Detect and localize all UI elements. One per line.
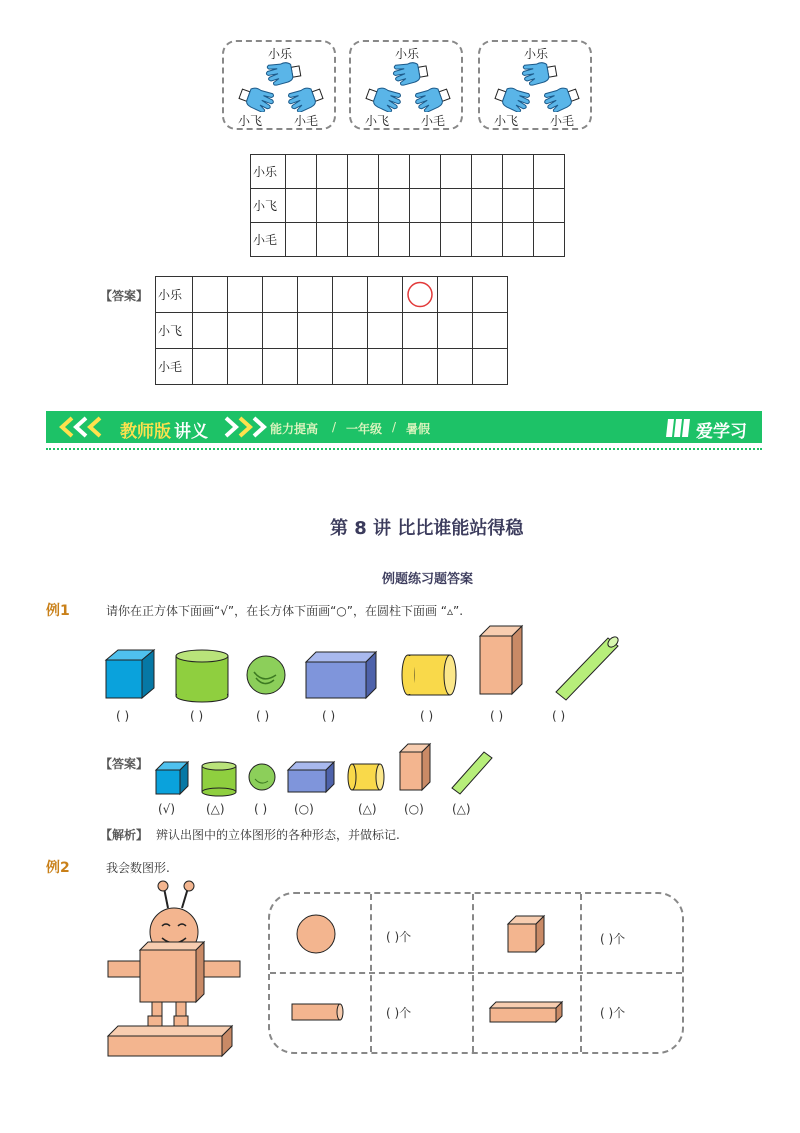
- answer-mark: (√): [158, 802, 176, 816]
- brand-name: 爱学习: [696, 422, 747, 442]
- row-label: 小乐: [251, 155, 286, 189]
- grid-cell[interactable]: [286, 223, 317, 257]
- name-left: 小飞: [494, 114, 519, 128]
- analysis-tag: 【解析】: [100, 828, 149, 842]
- cylinder-shape-rod: [556, 635, 620, 700]
- hand-icon: [284, 86, 324, 112]
- table-row: [156, 313, 508, 349]
- grid-cell[interactable]: [298, 349, 333, 385]
- hand-card: [478, 40, 592, 130]
- lesson-subtitle: 例题练习题答案: [382, 572, 474, 587]
- count-blank-4[interactable]: ( )个: [600, 1006, 626, 1020]
- grid-cell[interactable]: [193, 277, 228, 313]
- cuboid-shape-tall: [480, 626, 522, 694]
- row-label: 小飞: [251, 189, 286, 223]
- answer-blank[interactable]: ( ): [552, 709, 566, 723]
- cylinder-shape-green: [176, 650, 228, 702]
- example-2-question: 我会数图形.: [106, 861, 170, 875]
- cube-shape-orange: [508, 924, 536, 952]
- crumb-2: 一年级: [346, 422, 383, 436]
- grid-cell[interactable]: [403, 277, 438, 313]
- grid-cell[interactable]: [503, 155, 534, 189]
- table-row: [251, 155, 565, 189]
- crumb-3: 暑假: [406, 422, 431, 436]
- grid-cell[interactable]: [410, 223, 441, 257]
- answer-blank[interactable]: ( ): [116, 709, 130, 723]
- hand-card: [222, 40, 336, 130]
- header-banner: [46, 411, 762, 443]
- grid-cell[interactable]: [534, 223, 565, 257]
- grid-cell[interactable]: [534, 189, 565, 223]
- grid-cell[interactable]: [410, 189, 441, 223]
- answer-mark: (△): [452, 802, 471, 816]
- grid-cell[interactable]: [379, 155, 410, 189]
- name-right: 小毛: [550, 114, 575, 128]
- grid-cell[interactable]: [333, 277, 368, 313]
- grid-cell[interactable]: [333, 349, 368, 385]
- answer-table: [155, 276, 508, 385]
- answer-mark: ( ): [254, 802, 268, 816]
- answer-mark: (○): [294, 802, 314, 816]
- count-box: [268, 892, 684, 1054]
- cuboid-shape-blue: [306, 652, 376, 698]
- name-top: 小乐: [395, 47, 420, 61]
- crumb-1: 能力提高: [270, 422, 319, 436]
- circle-mark-icon: [403, 277, 437, 312]
- example-1-answer-shapes: [0, 740, 800, 800]
- name-right: 小毛: [421, 114, 446, 128]
- grid-cell[interactable]: [441, 155, 472, 189]
- crumb-sep-1: /: [332, 420, 337, 434]
- row-label: 小毛: [156, 349, 193, 385]
- grid-cell[interactable]: [379, 189, 410, 223]
- answer-blank[interactable]: ( ): [420, 709, 434, 723]
- answer-tag: 【答案】: [100, 289, 149, 303]
- grid-cell[interactable]: [317, 223, 348, 257]
- count-blank-2[interactable]: ( )个: [600, 932, 626, 946]
- grid-cell[interactable]: [368, 277, 403, 313]
- grid-cell[interactable]: [472, 189, 503, 223]
- grid-cell[interactable]: [503, 223, 534, 257]
- grid-cell[interactable]: [473, 349, 508, 385]
- lesson-title: 第 8 讲 比比谁能站得稳: [330, 518, 524, 539]
- sphere-shape: [247, 656, 285, 694]
- name-left: 小飞: [365, 114, 390, 128]
- grid-cell[interactable]: [286, 189, 317, 223]
- answer-blank[interactable]: ( ): [256, 709, 270, 723]
- name-top: 小乐: [268, 47, 293, 61]
- answer-mark: (△): [358, 802, 377, 816]
- grid-cell[interactable]: [472, 223, 503, 257]
- table-row: [251, 223, 565, 257]
- hand-icon: [540, 86, 580, 112]
- grid-cell[interactable]: [438, 349, 473, 385]
- name-left: 小飞: [238, 114, 263, 128]
- row-label: 小乐: [156, 277, 193, 313]
- grid-cell[interactable]: [368, 349, 403, 385]
- grid-cell[interactable]: [348, 155, 379, 189]
- crumb-sep-2: /: [392, 420, 397, 434]
- example-1-question: 请你在正方体下面画“√”，在长方体下面画“○”，在圆柱下面画 “▵”.: [106, 604, 464, 618]
- count-blank-1[interactable]: ( )个: [386, 930, 412, 944]
- circle-shape: [297, 915, 335, 953]
- table-row: [156, 277, 508, 313]
- grid-cell[interactable]: [263, 313, 298, 349]
- brand-logo-icon: [666, 415, 694, 439]
- grid-cell[interactable]: [473, 277, 508, 313]
- cylinder-shape-orange: [292, 1004, 340, 1020]
- hand-icon: [238, 86, 278, 112]
- grid-cell[interactable]: [403, 313, 438, 349]
- grid-cell[interactable]: [228, 349, 263, 385]
- grid-cell[interactable]: [410, 155, 441, 189]
- grid-cell[interactable]: [286, 155, 317, 189]
- grid-cell[interactable]: [348, 189, 379, 223]
- grid-cell[interactable]: [348, 223, 379, 257]
- table-row: [156, 349, 508, 385]
- banner-title-b: 讲义: [174, 422, 208, 442]
- robot-figure: [100, 878, 245, 1063]
- row-label: 小毛: [251, 223, 286, 257]
- grid-cell[interactable]: [263, 277, 298, 313]
- count-shapes: [270, 894, 682, 1052]
- grid-cell[interactable]: [317, 189, 348, 223]
- answer-mark: (○): [404, 802, 424, 816]
- grid-cell[interactable]: [473, 313, 508, 349]
- grid-cell[interactable]: [472, 155, 503, 189]
- grid-cell[interactable]: [503, 189, 534, 223]
- answer-blank[interactable]: ( ): [322, 709, 336, 723]
- example-1-shapes: [0, 620, 800, 710]
- cube-shape: [106, 650, 154, 698]
- grid-cell[interactable]: [263, 349, 298, 385]
- name-right: 小毛: [294, 114, 319, 128]
- grid-cell[interactable]: [438, 313, 473, 349]
- hand-icon: [411, 86, 451, 112]
- hand-icon: [365, 86, 405, 112]
- grid-cell[interactable]: [403, 349, 438, 385]
- grid-cell[interactable]: [368, 313, 403, 349]
- banner-divider: [46, 448, 762, 450]
- grid-cell[interactable]: [333, 313, 368, 349]
- answer-mark: (△): [206, 802, 225, 816]
- row-label: 小飞: [156, 313, 193, 349]
- hand-icon: [518, 60, 558, 86]
- example-1-answer-tag: 【答案】: [100, 757, 149, 771]
- grid-cell[interactable]: [379, 223, 410, 257]
- hand-icon: [494, 86, 534, 112]
- grid-cell[interactable]: [193, 313, 228, 349]
- example-2-label: 例2: [46, 860, 70, 876]
- grid-cell[interactable]: [438, 277, 473, 313]
- banner-title-a: 教师版: [120, 422, 171, 442]
- grid-cell[interactable]: [441, 189, 472, 223]
- grid-cell[interactable]: [441, 223, 472, 257]
- counting-table: [250, 154, 565, 257]
- chevrons-left-icon: [58, 416, 118, 438]
- chevrons-right-icon: [222, 416, 272, 438]
- hand-icon: [389, 60, 429, 86]
- analysis-text: 辨认出图中的立体图形的各种形态，并做标记.: [156, 828, 400, 842]
- grid-cell[interactable]: [193, 349, 228, 385]
- example-1-label: 例1: [46, 603, 70, 619]
- answer-blank[interactable]: ( ): [490, 709, 504, 723]
- grid-cell[interactable]: [317, 155, 348, 189]
- cylinder-shape-yellow: [402, 655, 456, 695]
- grid-cell[interactable]: [298, 277, 333, 313]
- count-blank-3[interactable]: ( )个: [386, 1006, 412, 1020]
- table-row: [251, 189, 565, 223]
- name-top: 小乐: [524, 47, 549, 61]
- answer-blank[interactable]: ( ): [190, 709, 204, 723]
- grid-cell[interactable]: [228, 277, 263, 313]
- hand-card: [349, 40, 463, 130]
- grid-cell[interactable]: [228, 313, 263, 349]
- cuboid-shape-orange: [490, 1008, 556, 1022]
- grid-cell[interactable]: [298, 313, 333, 349]
- hand-icon: [262, 60, 302, 86]
- grid-cell[interactable]: [534, 155, 565, 189]
